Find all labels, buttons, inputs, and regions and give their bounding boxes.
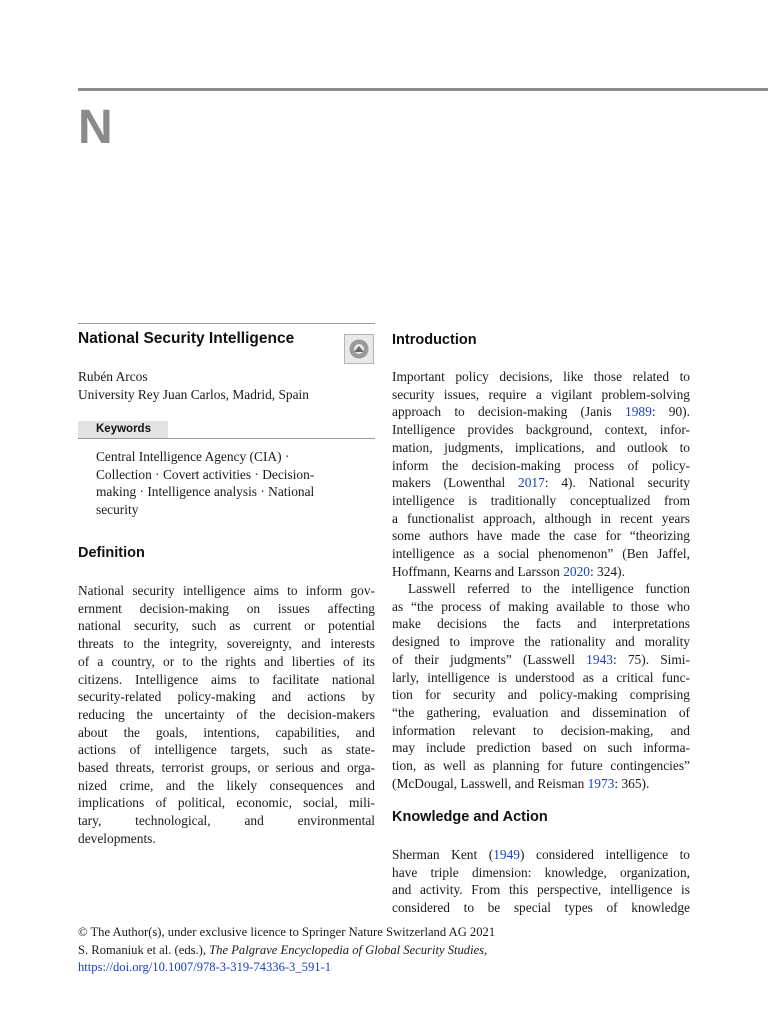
text-segment: tion for security and policy-making comprising xyxy=(392,687,690,703)
text-line xyxy=(392,474,690,492)
text-segment: Hoffmann, Kearns and Larsson xyxy=(392,563,564,579)
text-segment: : 365). xyxy=(614,775,650,791)
introduction-heading: Introduction xyxy=(392,332,477,348)
text-segment: of their judgments” (Lasswell xyxy=(392,651,587,667)
text-segment: inform the decision-making process of policy- xyxy=(392,457,690,473)
text-line xyxy=(392,545,690,563)
text-line: national security, such as current or potential xyxy=(78,618,375,634)
knowledge-action-heading: Knowledge and Action xyxy=(392,809,548,825)
text-segment: intelligence is traditionally conceptualized from xyxy=(392,492,690,508)
text-line: making · Intelligence analysis · National xyxy=(96,484,315,500)
text-line xyxy=(392,403,690,421)
text-line: security-related policy-making and actions by xyxy=(78,689,375,705)
text-line: National security intelligence aims to inform gov- xyxy=(78,583,375,598)
text-segment: information relevant to decision-making, and xyxy=(392,722,690,738)
text-segment: ) considered intelligence to xyxy=(519,847,690,862)
text-segment: : 75). Simi- xyxy=(612,651,690,667)
text-line xyxy=(392,510,690,528)
footer xyxy=(78,924,495,977)
text-line xyxy=(392,580,690,598)
text-line: citizens. Intelligence aims to facilitate national xyxy=(78,671,375,687)
text-segment: security issues, require a vigilant problem-solving xyxy=(392,386,690,402)
text-line: tary, technological, and environmental xyxy=(78,813,375,829)
definition-heading: Definition xyxy=(78,545,145,561)
citation-link[interactable]: 2017 xyxy=(518,475,545,491)
author-block xyxy=(78,368,375,403)
text-segment: : 90). xyxy=(651,404,690,420)
knowledge-action-text xyxy=(392,846,690,917)
text-line: nized crime, and the likely consequences and xyxy=(78,777,375,793)
text-segment: some authors have made the case for “theorizing xyxy=(392,528,690,544)
text-line xyxy=(392,651,690,669)
citation-link[interactable]: 1973 xyxy=(587,775,615,791)
citation-link[interactable]: 1989 xyxy=(625,404,652,420)
text-segment: intelligence as a social phenomenon” (Ben Jaffel, xyxy=(392,546,690,562)
footer-editors: S. Romaniuk et al. (eds.), xyxy=(78,942,210,957)
definition-text xyxy=(78,582,375,848)
text-line xyxy=(392,527,690,545)
text-line xyxy=(392,421,690,439)
text-line xyxy=(392,739,690,757)
text-line xyxy=(392,439,690,457)
text-segment: larly, intelligence is understood as a critical func- xyxy=(392,669,690,685)
footer-book-suffix: , xyxy=(484,942,488,957)
crossmark-icon xyxy=(348,338,370,360)
text-line xyxy=(392,881,690,899)
text-line: reducing the uncertainty of the decision-makers xyxy=(78,706,375,722)
footer-copyright: © The Author(s), under exclusive licence to Springer Nature Switzerland AG 2021 xyxy=(78,925,496,939)
crossmark-button[interactable] xyxy=(344,334,374,364)
text-segment: makers (Lowenthal xyxy=(392,475,519,491)
text-segment: “the gathering, evaluation and dissemination of xyxy=(392,704,690,720)
citation-link[interactable]: 1943 xyxy=(586,651,613,667)
text-line xyxy=(392,386,690,404)
text-line: of a country, or to the rights and liberties of its xyxy=(78,653,375,669)
text-segment: and activity. From this perspective, intelligence is xyxy=(392,882,690,898)
author-affiliation: University Rey Juan Carlos, Madrid, Spain xyxy=(78,386,309,402)
introduction-paragraph-1 xyxy=(392,368,690,580)
top-rule xyxy=(78,88,768,91)
text-line xyxy=(392,686,690,704)
text-segment: make decisions the facts and interpretations xyxy=(392,616,690,632)
text-segment: designed to improve the rationality and morality xyxy=(392,634,690,650)
keywords-header xyxy=(78,421,375,439)
text-line: ernment decision-making on issues affecting xyxy=(78,600,375,616)
keywords-label: Keywords xyxy=(78,421,168,438)
keywords-list xyxy=(96,448,375,519)
section-letter: N xyxy=(78,101,113,154)
introduction-paragraph-2 xyxy=(392,580,690,792)
text-line xyxy=(392,563,690,581)
text-segment: considered to be special types of knowledge xyxy=(392,900,690,916)
text-line: Collection · Covert activities · Decision- xyxy=(96,466,315,482)
text-line: about the goals, intentions, capabilities, and xyxy=(78,724,375,740)
text-segment: may include prediction based on such informa- xyxy=(392,740,690,756)
citation-link[interactable]: 2020 xyxy=(563,563,590,579)
text-line: actions of intelligence targets, such as state- xyxy=(78,742,375,758)
citation-link[interactable]: 1949 xyxy=(493,847,520,862)
text-line xyxy=(392,846,690,864)
text-line: Central Intelligence Agency (CIA) · xyxy=(96,449,290,464)
text-line: based threats, terrorist groups, or serious and orga- xyxy=(78,760,375,776)
text-line xyxy=(392,722,690,740)
text-line xyxy=(392,757,690,775)
text-segment: Important policy decisions, like those related to xyxy=(392,369,690,384)
doi-link[interactable]: https://doi.org/10.1007/978-3-319-74336-3_591-1 xyxy=(78,960,332,974)
text-segment: : 4). National security xyxy=(544,475,690,491)
text-segment: Intelligence provides background, context, infor- xyxy=(392,422,690,438)
text-segment: tion, as well as planning for future contingencies” xyxy=(392,758,690,774)
text-line xyxy=(392,598,690,616)
text-line xyxy=(392,615,690,633)
text-line xyxy=(392,775,690,793)
text-segment: as “the process of making available to those who xyxy=(392,598,690,614)
text-segment: Sherman Kent ( xyxy=(392,847,494,862)
text-line xyxy=(392,492,690,510)
text-segment: have triple dimension: knowledge, organization, xyxy=(392,864,690,880)
author-name: Rubén Arcos xyxy=(78,369,148,384)
text-segment: a functionalist approach, although in recent years xyxy=(392,510,690,526)
text-line: developments. xyxy=(78,830,156,846)
text-segment: mation, judgments, implications, and outlook to xyxy=(392,439,690,455)
text-line: threats to the integrity, sovereignty, and interests xyxy=(78,636,375,652)
article-title: National Security Intelligence xyxy=(78,330,295,347)
text-segment: (McDougal, Lasswell, and Reisman xyxy=(392,775,588,791)
footer-book-title: The Palgrave Encyclopedia of Global Security Studies xyxy=(209,942,485,957)
text-line xyxy=(392,633,690,651)
text-segment: Lasswell referred to the intelligence function xyxy=(408,581,690,596)
text-line xyxy=(392,368,690,386)
text-line: implications of political, economic, social, mili- xyxy=(78,795,375,811)
text-segment: : 324). xyxy=(589,563,625,579)
text-line xyxy=(392,669,690,687)
text-line: security xyxy=(96,502,139,518)
text-line xyxy=(392,457,690,475)
text-line xyxy=(392,704,690,722)
title-rule xyxy=(78,323,375,324)
text-line xyxy=(392,899,690,917)
text-line xyxy=(392,864,690,882)
text-segment: approach to decision-making (Janis xyxy=(392,404,626,420)
